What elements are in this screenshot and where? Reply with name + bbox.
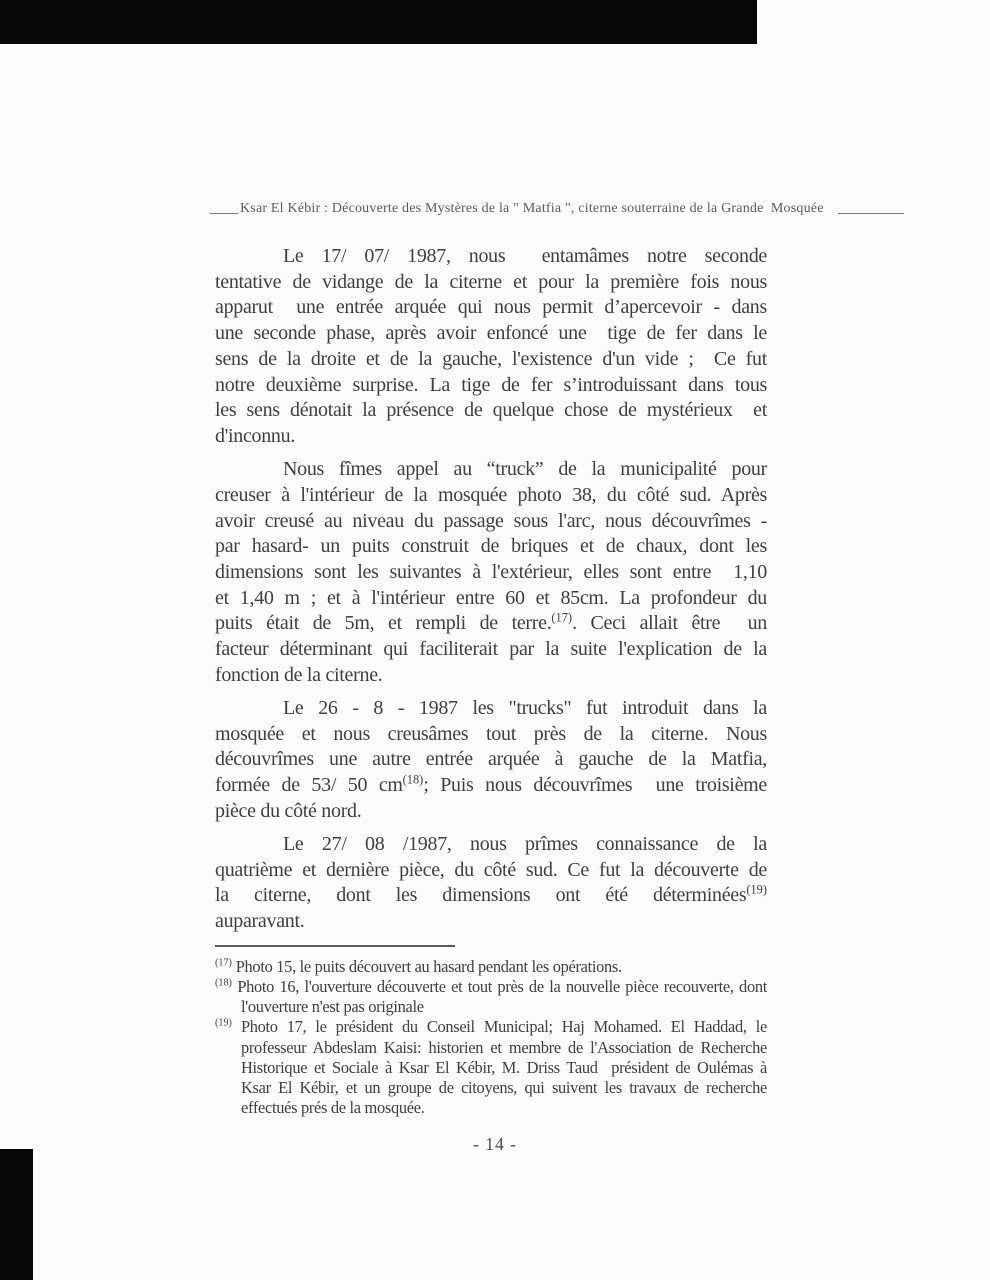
running-header-title: Ksar El Kébir : Découverte des Mystères de la " Matfia ", citerne souterraine de la Grande Mosquée (240, 201, 824, 216)
text-line: effectués prés de la mosquée. (241, 1098, 425, 1118)
text-line: quatrième et dernière pièce, du côté sud. Ce fut la découverte de (215, 858, 767, 881)
running-header (210, 201, 824, 217)
text-line: Le 17/ 07/ 1987, nous entamâmes notre seconde (283, 245, 767, 267)
text-line: facteur déterminant qui faciliterait par la suite l'explication de la (215, 638, 767, 661)
text-line: professeur Abdeslam Kaisi: historien et membre de l'Association de Recherche (241, 1037, 767, 1057)
text-line: la citerne, dont les dimensions ont été déterminées$^{(19)}$ (215, 882, 767, 907)
text-line: par hasard- un puits construit de briques et de chaux, dont les (215, 535, 767, 558)
text-line: Nous fîmes appel au “truck” de la municipalité pour (283, 458, 767, 481)
text-line: mosquée et nous creusâmes tout près de la citerne. Nous (215, 722, 767, 745)
page-body (215, 244, 767, 1155)
text-line: notre deuxième surprise. La tige de fer s’introduissant dans tous (215, 373, 767, 396)
text-line: dimensions sont les suivantes à l'extérieur, elles sont entre 1,10 (215, 560, 767, 583)
text-line: Ksar El Kébir, et un groupe de citoyens, qui suivent les travaux de recherche (241, 1078, 767, 1097)
text-line: l'ouverture n'est pas originale (241, 997, 424, 1017)
body-paragraph-1 (215, 244, 767, 450)
footnote-ref: (18) (215, 977, 232, 989)
footnote-18 (215, 977, 767, 1017)
footnote-ref: (17) (551, 610, 573, 625)
header-rule-right (838, 213, 904, 214)
body-paragraph-3 (215, 696, 767, 825)
footnote-ref: (18) (402, 772, 424, 787)
page-number: - 14 - (473, 1134, 517, 1155)
scan-artifact-top-bar (0, 0, 757, 44)
text-line: creuser à l'intérieur de la mosquée photo 38, du côté sud. Après (215, 483, 767, 506)
text-line: Le 26 - 8 - 1987 les "trucks" fut introduit dans la (283, 696, 767, 719)
footnote-ref: (19) (215, 1017, 232, 1029)
text-line: $^{(17)}$ Photo 15, le puits découvert au hasard pendant les opérations. (215, 956, 622, 976)
text-line: formée de 53/ 50 $cm^{(18)}$; Puis nous découvrîmes une troisième (215, 772, 767, 797)
footnote-19 (215, 1017, 767, 1118)
text-line: $^{(19)}$ Photo 17, le président du Conseil Municipal; Haj Mohamed. El Haddad, le (215, 1017, 767, 1037)
body-paragraph-2 (215, 457, 767, 688)
footnotes (215, 957, 767, 1119)
footnote-separator (215, 945, 455, 947)
text-line: tentative de vidange de la citerne et pour la première fois nous (215, 270, 767, 293)
text-line: $^{(18)}$ Photo 16, l'ouverture découverte et tout près de la nouvelle pièce recouverte, dont (215, 976, 767, 996)
text-line: fonction de la citerne. (215, 663, 383, 686)
text-line: auparavant. (215, 910, 305, 933)
footnote-17 (215, 957, 767, 977)
text-line: d'inconnu. (215, 424, 296, 447)
text-line: sens de la droite et de la gauche, l'existence d'un vide ; Ce fut (215, 347, 767, 370)
text-line: et 1,40 m ; et à l'intérieur entre 60 et 85cm. La profondeur du (215, 586, 767, 609)
text-line: avoir creusé au niveau du passage sous l'arc, nous découvrîmes - (215, 509, 767, 532)
body-paragraph-4 (215, 832, 767, 935)
text-line: puits était de 5m, et rempli de terre.$^{(17)}$. Ceci allait être un (215, 610, 767, 635)
header-rule-left (210, 213, 238, 214)
text-line: Historique et Sociale à Ksar El Kébir, M. Driss Taud président de Oulémas à (241, 1057, 767, 1077)
text-line: Le 27/ 08 /1987, nous prîmes connaissance de la (283, 832, 767, 855)
text-line: découvrîmes une autre entrée arquée à gauche de la Matfia, (215, 748, 767, 771)
footnote-ref: (19) (746, 882, 767, 897)
footnote-ref: (17) (215, 957, 232, 969)
scan-artifact-left-bar (0, 1149, 33, 1280)
text-line: apparut une entrée arquée qui nous permit d’apercevoir - dans (215, 296, 767, 319)
text-line: une seconde phase, après avoir enfoncé une tige de fer dans le (215, 322, 767, 345)
text-line: les sens dénotait la présence de quelque chose de mystérieux et (215, 399, 767, 422)
text-line: pièce du côté nord. (215, 799, 362, 822)
